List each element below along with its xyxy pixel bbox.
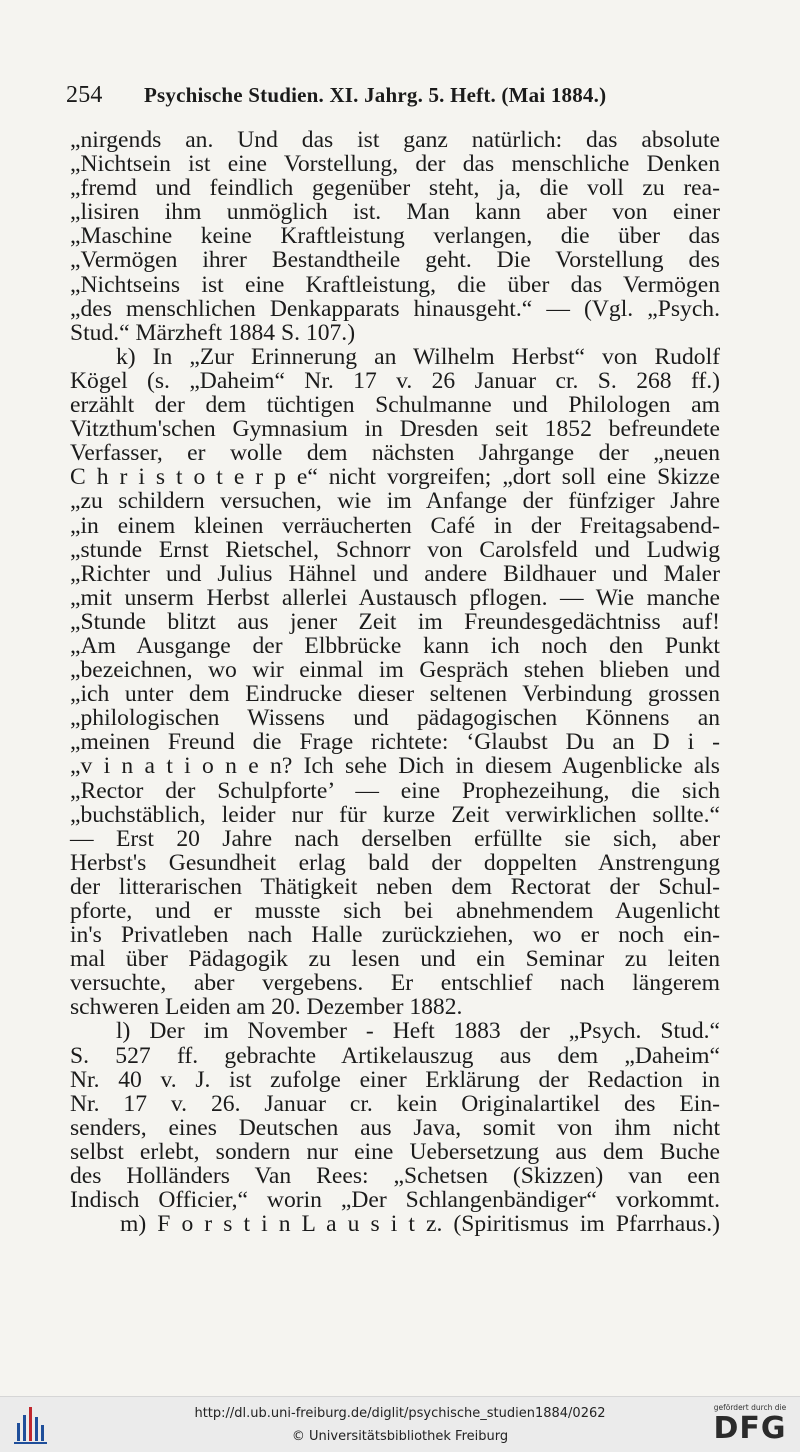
text-line: „Rector der Schulpforte’ — eine Prophezeihung, die sich	[70, 777, 720, 804]
text-line: „Richter und Julius Hähnel und andere Bildhauer und Maler	[70, 560, 720, 587]
text-line: „Nichtseins ist eine Kraftleistung, die über das Vermögen	[70, 271, 720, 298]
text-line: Verfasser, er wolle dem nächsten Jahrgange der „neuen	[70, 440, 720, 467]
text-line: der litterarischen Thätigkeit neben dem Rectorat der Schul-	[70, 873, 720, 900]
text-line: Indisch Officier,“ worin „Der Schlangenbändiger“ vorkommt.	[70, 1187, 720, 1214]
text-line: in's Privatleben nach Halle zurückziehen, wo er noch ein-	[70, 922, 720, 949]
page-number: 254	[66, 82, 103, 108]
text-line: „Maschine keine Kraftleistung verlangen, die über das	[70, 223, 720, 250]
text-line: Stud.“ Märzheft 1884 S. 107.)	[70, 319, 356, 346]
text-line: „fremd und feindlich gegenüber steht, ja, die voll zu rea-	[70, 175, 720, 202]
text-line: „nirgends an. Und das ist ganz natürlich: das absolute	[70, 127, 720, 153]
text-line: „mit unserm Herbst allerlei Austausch pflogen. — Wie manche	[70, 584, 720, 611]
viewer-footer	[0, 1396, 800, 1452]
text-line: schweren Leiden am 20. Dezember 1882.	[70, 994, 463, 1021]
page-header	[66, 82, 726, 109]
text-line: Vitzthum'schen Gymnasium in Dresden seit 1852 befreundete	[70, 416, 720, 443]
text-line: „des menschlichen Denkapparats hinausgeht.“ — (Vgl. „Psych.	[70, 295, 720, 322]
text-line: mal über Pädagogik zu lesen und ein Seminar zu leiten	[70, 946, 720, 973]
text-line: senders, eines Deutschen aus Java, somit von ihm nicht	[70, 1114, 720, 1141]
text-line: „philologischen Wissens und pädagogischen Könnens an	[70, 705, 720, 732]
text-line: „bezeichnen, wo wir einmal im Gespräch stehen blieben und	[70, 657, 720, 684]
text-line: Nr. 17 v. 26. Januar cr. kein Originalartikel des Ein-	[70, 1090, 720, 1117]
text-line: „ich unter dem Eindrucke dieser seltenen Verbindung grossen	[70, 681, 720, 708]
text-line: „in einem kleinen verräucherten Café in der Freitagsabend-	[70, 512, 720, 539]
text-line: „Vermögen ihrer Bestandtheile geht. Die Vorstellung des	[70, 247, 720, 274]
text-line: Herbst's Gesundheit erlag bald der doppelten Anstrengung	[70, 849, 720, 876]
text-line: S. 527 ff. gebrachte Artikelauszug aus dem „Daheim“	[70, 1042, 720, 1069]
text-line: „v i n a t i o n e n? Ich sehe Dich in diesem Augenblicke als	[70, 753, 720, 780]
text-line: erzählt der dem tüchtigen Schulmanne und Philologen am	[70, 392, 720, 419]
running-title: Psychische Studien. XI. Jahrg. 5. Heft. (Mai 1884.)	[144, 83, 607, 107]
text-line: m) F o r s t i n L a u s i t z. (Spiritismus im Pfarrhaus.)	[120, 1211, 720, 1238]
text-line: selbst erlebt, sondern nur eine Uebersetzung aus dem Buche	[70, 1138, 720, 1165]
permalink-url[interactable]: http://dl.ub.uni-freiburg.de/diglit/psychische_studien1884/0262	[194, 1406, 606, 1421]
text-line: — Erst 20 Jahre nach derselben erfüllte sie sich, aber	[70, 825, 720, 852]
text-line: „Am Ausgange der Elbbrücke kann ich noch den Punkt	[70, 632, 720, 659]
text-line: C h r i s t o t e r p e“ nicht vorgreifen; „dort soll eine Skizze	[70, 464, 720, 491]
body-text	[70, 128, 720, 1236]
dfg-logo	[708, 1403, 792, 1447]
text-line: „buchstäblich, leider nur für kurze Zeit verwirklichen sollte.“	[70, 801, 720, 828]
text-line: des Holländers Van Rees: „Schetsen (Skizzen) van een	[70, 1163, 720, 1190]
dfg-funded-by: gefördert durch die	[713, 1403, 787, 1412]
text-line: pforte, und er musste sich bei abnehmendem Augenlicht	[70, 898, 720, 924]
text-line: k) In „Zur Erinnerung an Wilhelm Herbst“ von Rudolf	[116, 343, 720, 370]
text-line: Nr. 40 v. J. ist zufolge einer Erklärung der Redaction in	[70, 1066, 720, 1093]
text-line: „Nichtsein ist eine Vorstellung, der das menschliche Denken	[70, 151, 720, 178]
text-line: „stunde Ernst Rietschel, Schnorr von Carolsfeld und Ludwig	[70, 536, 720, 563]
text-line: „lisiren ihm unmöglich ist. Man kann aber von einer	[70, 199, 720, 226]
text-line: versuchte, aber vergebens. Er entschlief nach längerem	[70, 970, 720, 997]
text-line: „zu schildern versuchen, wie im Anfange der fünfziger Jahre	[70, 488, 720, 515]
text-line: „meinen Freund die Frage richtete: ‘Glaubst Du an D i -	[70, 729, 720, 756]
text-line: Kögel (s. „Daheim“ Nr. 17 v. 26 Januar cr. S. 268 ff.)	[70, 367, 720, 394]
copyright-notice: © Universitätsbibliothek Freiburg	[291, 1429, 509, 1444]
dfg-wordmark: DFG	[713, 1411, 787, 1446]
text-line: l) Der im November - Heft 1883 der „Psych. Stud.“	[116, 1018, 720, 1045]
text-line: „Stunde blitzt aus jener Zeit im Freundesgedächtniss auf!	[70, 608, 720, 635]
